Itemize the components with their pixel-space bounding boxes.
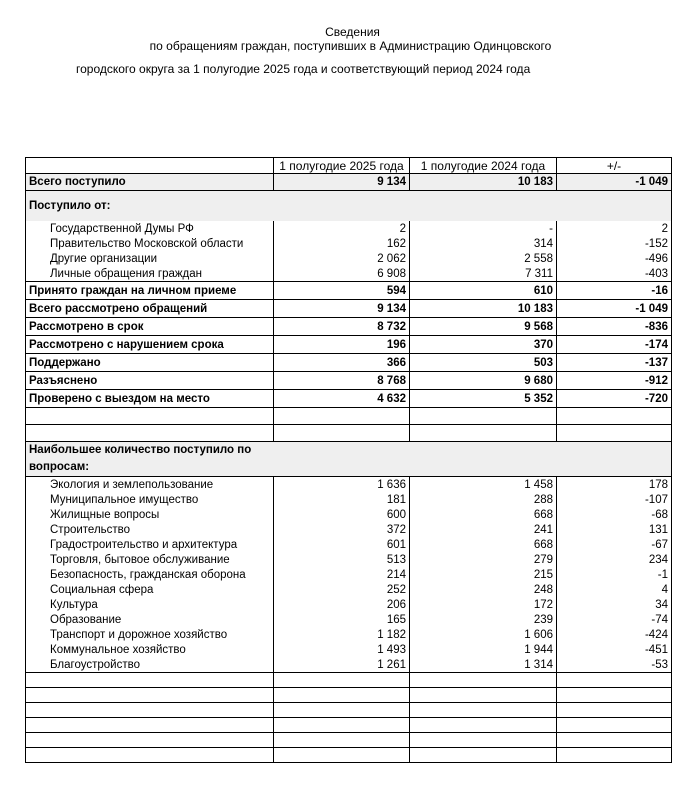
row-label: Образование [26, 612, 274, 627]
value-2025: 181 [274, 492, 410, 507]
stat-row [26, 336, 672, 354]
empty-cell [274, 748, 410, 763]
value-diff: -912 [557, 372, 672, 390]
value-2025: 9 134 [274, 300, 410, 318]
empty-cell [410, 673, 557, 688]
header-2024: 1 полугодие 2024 года [410, 158, 557, 174]
topic-row [26, 642, 672, 657]
topic-row [26, 657, 672, 673]
source-row [26, 221, 672, 236]
topic-row [26, 522, 672, 537]
empty-cell [410, 425, 557, 442]
value-2025: 252 [274, 582, 410, 597]
empty-cell [410, 718, 557, 733]
value-diff: 2 [557, 221, 672, 236]
row-label: Рассмотрено в срок [26, 318, 274, 336]
value-diff: -67 [557, 537, 672, 552]
value-diff: -403 [557, 266, 672, 282]
value-2025: 372 [274, 522, 410, 537]
topic-row [26, 597, 672, 612]
topic-row [26, 627, 672, 642]
row-label: Благоустройство [26, 657, 274, 673]
empty-cell [274, 673, 410, 688]
stat-row [26, 390, 672, 408]
value-diff: -424 [557, 627, 672, 642]
empty-cell [557, 688, 672, 703]
header-diff: +/- [557, 158, 672, 174]
value-2024: 172 [410, 597, 557, 612]
empty-cell [274, 703, 410, 718]
value-2024: 239 [410, 612, 557, 627]
value-2025: 1 493 [274, 642, 410, 657]
empty-row [26, 688, 672, 703]
empty-cell [274, 718, 410, 733]
row-label: Градостроительство и архитектура [26, 537, 274, 552]
stat-row [26, 282, 672, 300]
value-2025: 6 908 [274, 266, 410, 282]
value-2024: 215 [410, 567, 557, 582]
topic-row [26, 552, 672, 567]
value-2024: 248 [410, 582, 557, 597]
row-label: Транспорт и дорожное хозяйство [26, 627, 274, 642]
value-diff: -152 [557, 236, 672, 251]
value-2025: 206 [274, 597, 410, 612]
value-2024: 668 [410, 537, 557, 552]
source-row [26, 236, 672, 251]
value-2024: 10 183 [410, 300, 557, 318]
value-diff: -1 049 [557, 300, 672, 318]
topic-row [26, 612, 672, 627]
row-label: Принято граждан на личном приеме [26, 282, 274, 300]
value-2024: 2 558 [410, 251, 557, 266]
stat-row [26, 300, 672, 318]
empty-cell [26, 688, 274, 703]
row-label: Муниципальное имущество [26, 492, 274, 507]
stat-row [26, 354, 672, 372]
value-2024: 1 944 [410, 642, 557, 657]
empty-row [26, 703, 672, 718]
empty-cell [274, 425, 410, 442]
value-2025: 196 [274, 336, 410, 354]
empty-cell [557, 673, 672, 688]
value-2024: 668 [410, 507, 557, 522]
topics-label-line-1: Наибольшее количество поступило по [29, 444, 252, 456]
value-diff: -137 [557, 354, 672, 372]
empty-cell [557, 408, 672, 425]
value-2024: 314 [410, 236, 557, 251]
value-2024: 1 314 [410, 657, 557, 673]
value-2024: 503 [410, 354, 557, 372]
value-diff: 131 [557, 522, 672, 537]
value-2025: 9 134 [274, 174, 410, 191]
total-row [26, 174, 672, 191]
row-label: Всего рассмотрено обращений [26, 300, 274, 318]
value-2025: 513 [274, 552, 410, 567]
topic-row [26, 582, 672, 597]
value-2024: 7 311 [410, 266, 557, 282]
header-empty [26, 158, 274, 174]
value-2024: 1 606 [410, 627, 557, 642]
value-2024: 610 [410, 282, 557, 300]
empty-cell [274, 688, 410, 703]
topic-row [26, 567, 672, 582]
topic-row [26, 507, 672, 522]
value-diff: 4 [557, 582, 672, 597]
value-2024: 1 458 [410, 477, 557, 493]
section-received-from [26, 191, 672, 222]
empty-cell [410, 408, 557, 425]
empty-cell [26, 425, 274, 442]
row-label: Личные обращения граждан [26, 266, 274, 282]
row-label: Разъяснено [26, 372, 274, 390]
empty-cell [274, 408, 410, 425]
empty-cell [410, 688, 557, 703]
value-2024: 370 [410, 336, 557, 354]
row-label: Всего поступило [26, 174, 274, 191]
row-label: Строительство [26, 522, 274, 537]
empty-cell [410, 733, 557, 748]
value-2024: - [410, 221, 557, 236]
value-2025: 162 [274, 236, 410, 251]
value-2025: 2 [274, 221, 410, 236]
empty-cell [557, 425, 672, 442]
value-2025: 4 632 [274, 390, 410, 408]
value-2025: 600 [274, 507, 410, 522]
empty-row [26, 733, 672, 748]
value-diff: -74 [557, 612, 672, 627]
row-label: Жилищные вопросы [26, 507, 274, 522]
value-diff: 234 [557, 552, 672, 567]
empty-cell [26, 703, 274, 718]
section-received-from-label: Поступило от: [26, 191, 672, 222]
row-label: Коммунальное хозяйство [26, 642, 274, 657]
value-2024: 5 352 [410, 390, 557, 408]
value-diff: -451 [557, 642, 672, 657]
empty-row [26, 408, 672, 425]
value-2025: 1 261 [274, 657, 410, 673]
document-subtitle-line-1: по обращениям граждан, поступивших в Администрацию Одинцовского [149, 39, 552, 53]
empty-row [26, 425, 672, 442]
value-2025: 2 062 [274, 251, 410, 266]
row-label: Проверено с выездом на место [26, 390, 274, 408]
empty-cell [557, 703, 672, 718]
topic-row [26, 477, 672, 493]
value-2024: 288 [410, 492, 557, 507]
value-diff: -1 049 [557, 174, 672, 191]
empty-cell [26, 733, 274, 748]
value-diff: -496 [557, 251, 672, 266]
row-label: Социальная сфера [26, 582, 274, 597]
value-2025: 8 732 [274, 318, 410, 336]
appeals-table [25, 157, 672, 763]
value-2025: 1 182 [274, 627, 410, 642]
header-2025: 1 полугодие 2025 года [274, 158, 410, 174]
value-diff: -53 [557, 657, 672, 673]
value-diff: -68 [557, 507, 672, 522]
topics-label-line-2: вопросам: [29, 461, 90, 473]
empty-cell [410, 703, 557, 718]
topic-row [26, 537, 672, 552]
empty-row [26, 718, 672, 733]
empty-cell [26, 408, 274, 425]
value-2024: 10 183 [410, 174, 557, 191]
empty-row [26, 673, 672, 688]
row-label: Другие организации [26, 251, 274, 266]
value-diff: 178 [557, 477, 672, 493]
document-subtitle-line-2: городского округа за 1 полугодие 2025 года и соответствующий период 2024 года [76, 62, 531, 76]
row-label: Поддержано [26, 354, 274, 372]
table-header-row [26, 158, 672, 174]
empty-cell [26, 718, 274, 733]
value-diff: -720 [557, 390, 672, 408]
section-topics-label [26, 442, 672, 477]
value-2025: 8 768 [274, 372, 410, 390]
row-label: Правительство Московской области [26, 236, 274, 251]
value-diff: -107 [557, 492, 672, 507]
row-label: Рассмотрено с нарушением срока [26, 336, 274, 354]
value-2025: 601 [274, 537, 410, 552]
row-label: Экология и землепользование [26, 477, 274, 493]
row-label: Государственной Думы РФ [26, 221, 274, 236]
empty-cell [26, 748, 274, 763]
value-2024: 241 [410, 522, 557, 537]
source-row [26, 266, 672, 282]
document-title: Сведения [325, 25, 380, 39]
value-diff: -174 [557, 336, 672, 354]
value-diff: -16 [557, 282, 672, 300]
section-topics [26, 442, 672, 477]
topic-row [26, 492, 672, 507]
value-2024: 9 568 [410, 318, 557, 336]
empty-cell [557, 748, 672, 763]
row-label: Торговля, бытовое обслуживание [26, 552, 274, 567]
row-label: Культура [26, 597, 274, 612]
value-2025: 594 [274, 282, 410, 300]
stat-row [26, 318, 672, 336]
empty-cell [557, 733, 672, 748]
value-2025: 1 636 [274, 477, 410, 493]
value-2024: 9 680 [410, 372, 557, 390]
source-row [26, 251, 672, 266]
value-2025: 366 [274, 354, 410, 372]
value-2024: 279 [410, 552, 557, 567]
empty-cell [410, 748, 557, 763]
value-2025: 214 [274, 567, 410, 582]
empty-cell [274, 733, 410, 748]
empty-cell [557, 718, 672, 733]
row-label: Безопасность, гражданская оборона [26, 567, 274, 582]
stat-row [26, 372, 672, 390]
empty-row [26, 748, 672, 763]
value-2025: 165 [274, 612, 410, 627]
value-diff: 34 [557, 597, 672, 612]
empty-cell [26, 673, 274, 688]
value-diff: -836 [557, 318, 672, 336]
value-diff: -1 [557, 567, 672, 582]
